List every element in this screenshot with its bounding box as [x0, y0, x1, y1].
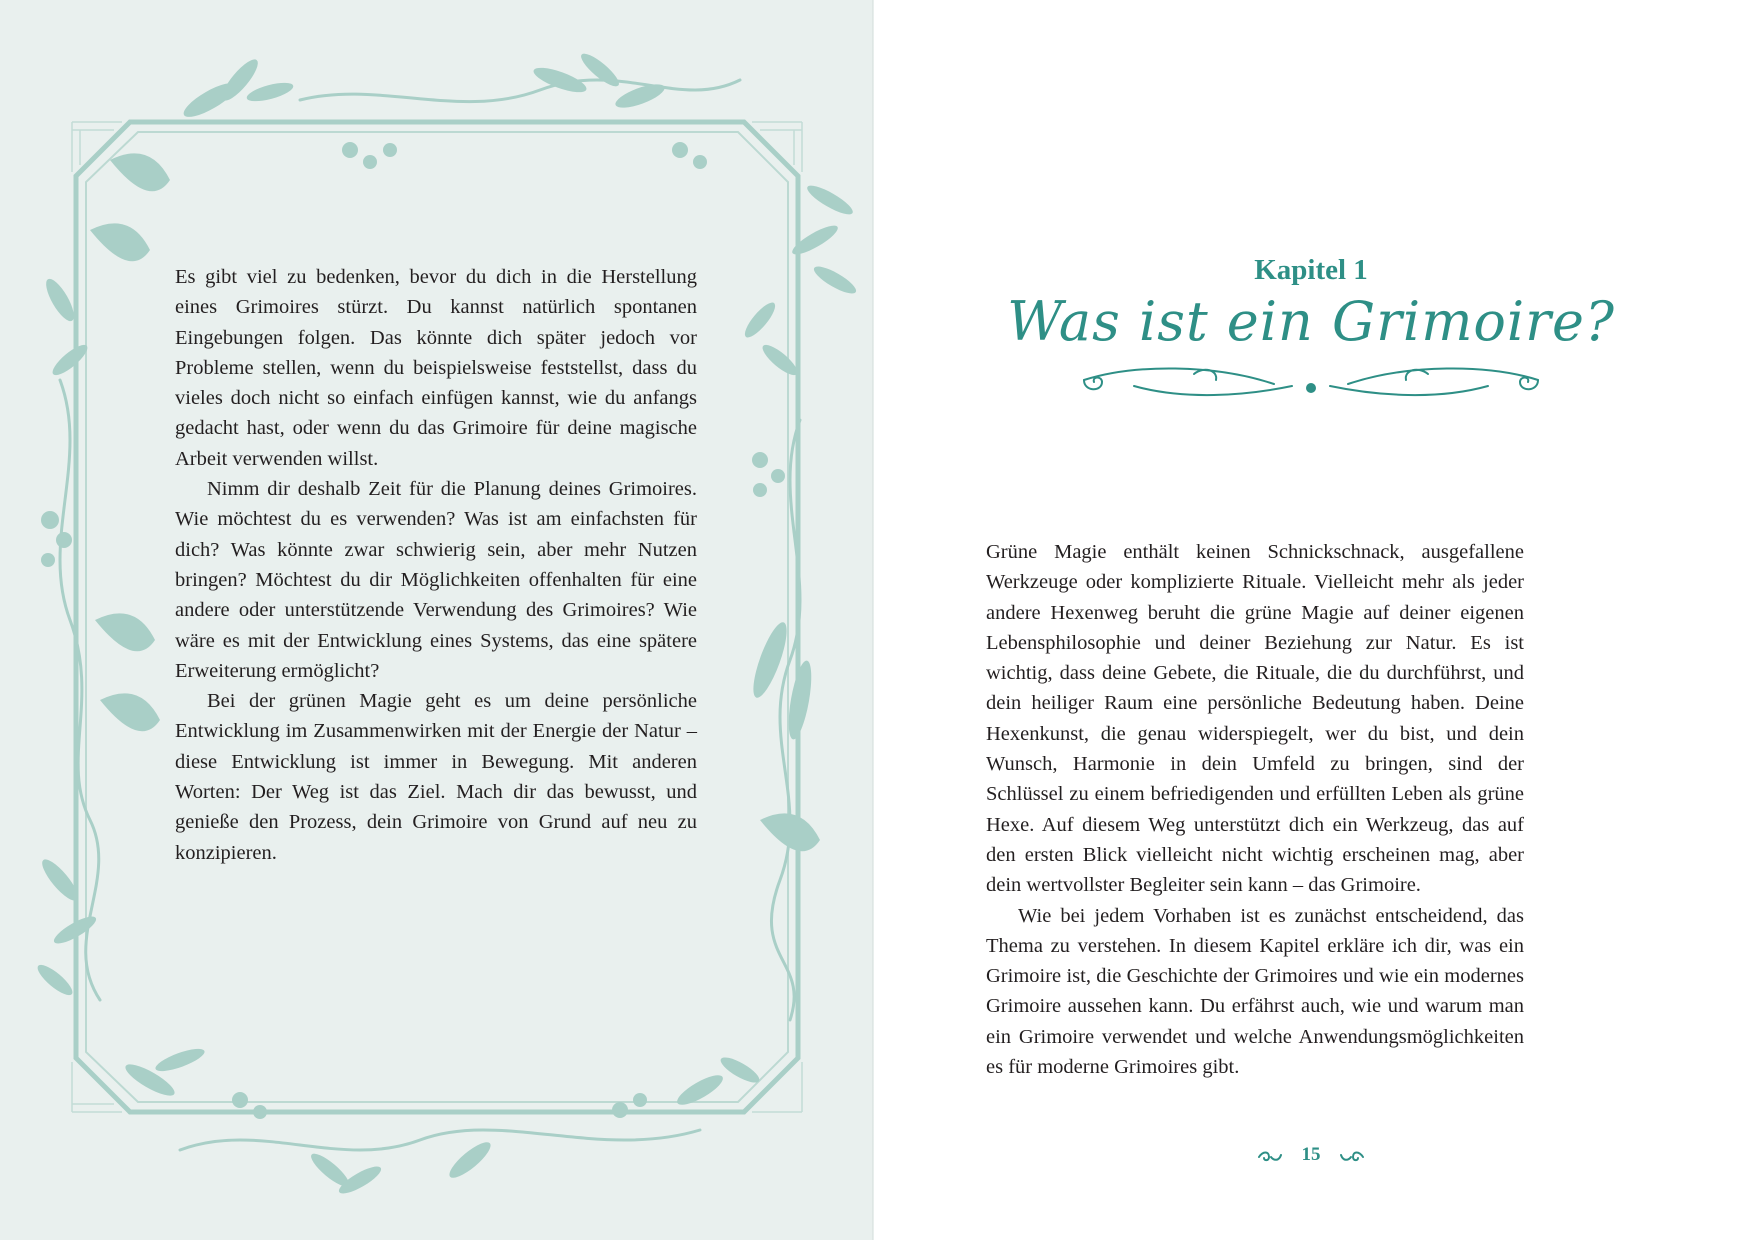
- swirl-left-icon: [1257, 1149, 1283, 1163]
- swirl-right-icon: [1339, 1149, 1365, 1163]
- left-paragraph-1: Es gibt viel zu bedenken, bevor du dich in die Herstellung eines Grimoires stürzt. Du kannst natürlich spontanen Eingebungen folgen. Das könnte dich später jedoch vor Probleme stellen, wenn du beispielsweise feststellst, dass du vieles doch nicht so einfach einfügen kannst, wie du anfangs gedacht hast, oder wenn du das Grimoire für deine magische Arbeit verwenden willst.: [175, 266, 697, 470]
- page-number-footer: [874, 1144, 1748, 1166]
- flourish-ornament-icon: [1074, 360, 1548, 410]
- right-body-text: [986, 537, 1524, 1082]
- right-paragraph-2: Wie bei jedem Vorhaben ist es zunächst entscheidend, das Thema zu verstehen. In diesem Kapitel erkläre ich dir, was ein Grimoire ist, die Geschichte der Grimoires und wie ein modernes Grimoire aussehen kann. Du erfährst auch, wie und warum man ein Grimoire verwendet und welche Anwendungsmöglichkeiten es für moderne Grimoires gibt.: [986, 904, 1524, 1079]
- left-paragraph-2: Nimm dir deshalb Zeit für die Planung deines Grimoires. Wie möchtest du es verwenden? Was ist am einfachsten für dich? Was könnte zwar schwierig sein, aber mehr Nutzen bringen? Möchtest du dir Möglichkeiten offenhalten für eine andere oder unterstützende Verwendung des Grimoires? Wie wäre es mit der Entwicklung eines Systems, das eine spätere Erweiterung ermöglicht?: [175, 478, 697, 682]
- right-paragraph-1: Grüne Magie enthält keinen Schnickschnack, ausgefallene Werkzeuge oder komplizierte Rituale. Vielleicht mehr als jeder andere Hexenweg beruht die grüne Magie auf deiner eigenen Lebensphilosophie und deiner Beziehung zur Natur. Es ist wichtig, dass deine Gebete, die Rituale, die du durchführst, und dein heiliger Raum eine persönliche Bedeutung haben. Deine Hexenkunst, die genau widerspiegelt, wer du bist, und dein Wunsch, Harmonie in dein Umfeld zu bringen, sind der Schlüssel zu einem befriedigenden und erfüllten Leben als grüne Hexe. Auf diesem Weg unterstützt dich ein Werkzeug, das auf den ersten Blick vielleicht nicht wichtig erscheinen mag, aber dein wertvollster Begleiter sein kann – das Grimoire.: [986, 541, 1524, 897]
- right-page: [874, 0, 1748, 1240]
- chapter-title: Was ist ein Grimoire?: [1007, 290, 1615, 353]
- left-body-text: [175, 262, 697, 868]
- page-number: 15: [1301, 1144, 1321, 1165]
- chapter-label: Kapitel 1: [1254, 254, 1368, 286]
- left-paragraph-3: Bei der grünen Magie geht es um deine persönliche Entwicklung im Zusammenwirken mit der Energie der Natur – diese Entwicklung ist immer in Bewegung. Mit anderen Worten: Der Weg ist das Ziel. Mach dir das bewusst, und genieße den Prozess, dein Grimoire von Grund auf neu zu konzipieren.: [175, 690, 697, 864]
